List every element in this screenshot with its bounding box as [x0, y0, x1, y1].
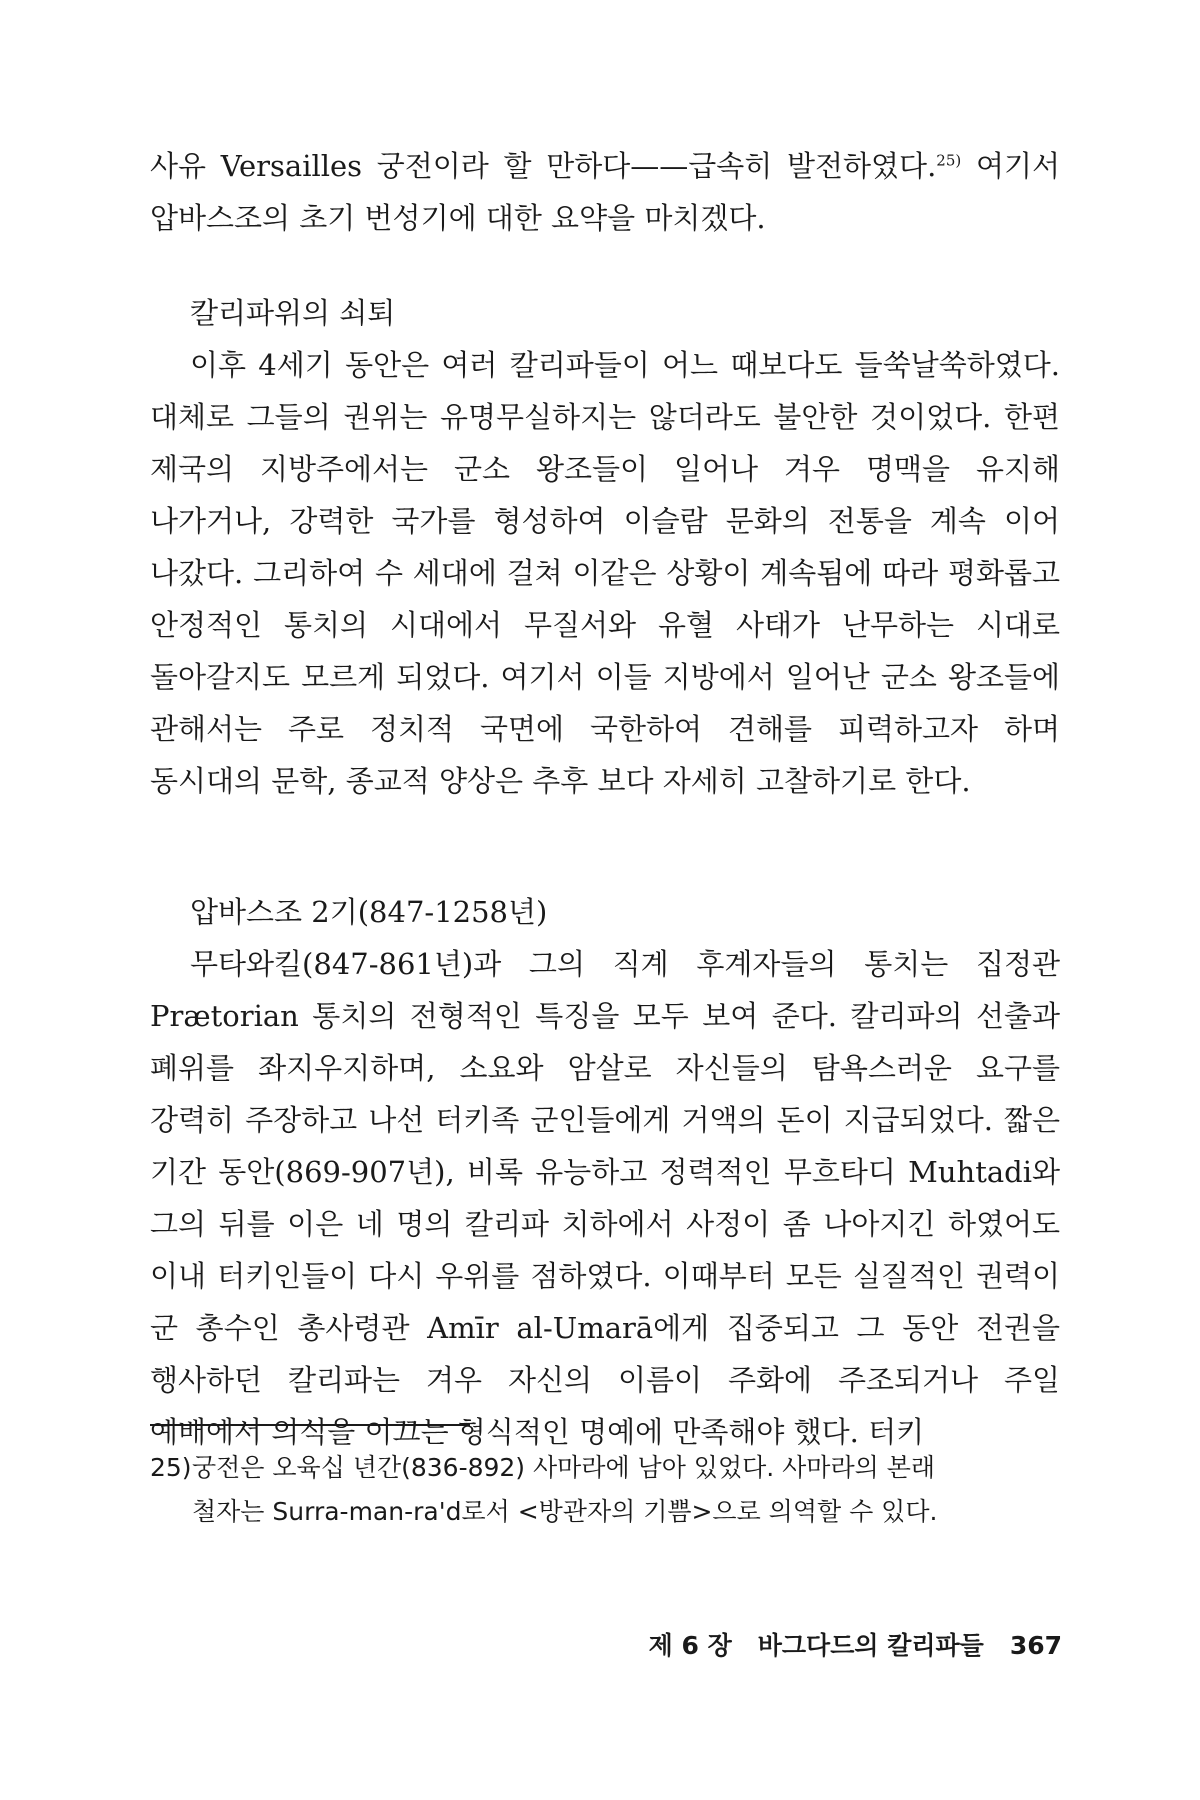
- page-number: 367: [1009, 1631, 1062, 1660]
- footnote-reference: 25): [936, 151, 962, 170]
- footnote-number: 25): [150, 1453, 192, 1482]
- intro-paragraph-block: [150, 140, 1060, 244]
- section1-paragraph: 이후 4세기 동안은 여러 칼리파들이 어느 때보다도 들쑥날쑥하였다. 대체로 그들의 권위는 유명무실하지는 않더라도 불안한 것이었다. 한편 제국의 지방주에서는 군소 왕조들이 일어나 겨우 명맥을 유지해 나가거나, 강력한 국가를 형성하여 이슬람 문화의 전통을 계속 이어 나갔다. 그리하여 수 세대에 걸쳐 이같은 상황이 계속됨에 따라 평화롭고 안정적인 통치의 시대에서 무질서와 유혈 사태가 난무하는 시대로 돌아갈지도 모르게 되었다. 여기서 이들 지방에서 일어난 군소 왕조들에 관해서는 주로 정치적 국면에 국한하여 견해를 피력하고자 하며 동시대의 문학, 종교적 양상은 추후 보다 자세히 고찰하기로 한다.: [150, 348, 1060, 798]
- section2-body: [150, 938, 1060, 1458]
- footnote-line-1: 궁전은 오육십 년간(836-892) 사마라에 남아 있었다. 사마라의 본래: [192, 1453, 935, 1482]
- intro-text-before-ref: 사유 Versailles 궁전이라 할 만하다——급속히 발전하였다.: [150, 149, 937, 183]
- section2-paragraph: 무타와킬(847-861년)과 그의 직계 후계자들의 통치는 집정관 Prætorian 통치의 전형적인 특징을 모두 보여 준다. 칼리파의 선출과 폐위를 좌지우지하며, 소요와 암살로 자신들의 탐욕스러운 요구를 강력히 주장하고 나선 터키족 군인들에게 거액의 돈이 지급되었다. 짧은 기간 동안(869-907년), 비록 유능하고 정력적인 무흐타디 Muhtadi와 그의 뒤를 이은 네 명의 칼리파 치하에서 사정이 좀 나아지긴 하였어도 이내 터키인들이 다시 우위를 점하였다. 이때부터 모든 실질적인 권력이 군 총수인 총사령관 Amīr al-Umarā에게 집중되고 그 동안 전권을 행사하던 칼리파는 겨우 자신의 이름이 주화에 주조되거나 주일 예배에서 의식을 이끄는 형식적인 명예에 만족해야 했다. 터키: [150, 947, 1060, 1449]
- section-heading-caliphate-decline: 칼리파위의 쇠퇴: [190, 296, 396, 330]
- footer-chapter: 제 6 장: [648, 1631, 732, 1660]
- footnote-line-2: 철자는 Surra-man-ra'd로서 <방관자의 기쁨>으로 의역할 수 있다.: [192, 1497, 938, 1526]
- section-heading-abbasid-second-period: 압바스조 2기(847-1258년): [190, 895, 548, 929]
- footnote: [150, 1446, 1060, 1534]
- intro-text-after-ref: 여기서 압바스조의 초기 번성기에 대한 요약을 마치겠다.: [150, 149, 1060, 235]
- footer-chapter-title: 바그다드의 칼리파들: [757, 1631, 984, 1660]
- footnote-divider: [150, 1424, 470, 1426]
- intro-paragraph: [150, 140, 1060, 244]
- running-footer: [649, 1628, 1062, 1664]
- section1-body: [150, 339, 1060, 807]
